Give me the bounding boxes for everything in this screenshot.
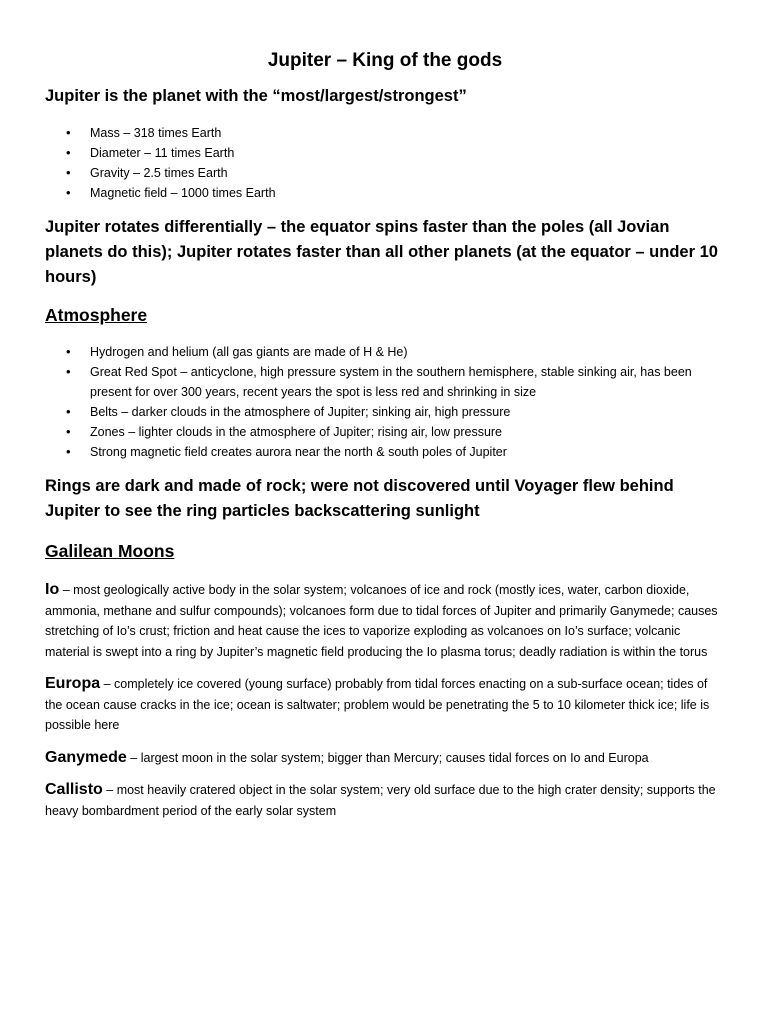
list-item (45, 123, 725, 143)
moon-callisto-paragraph (45, 780, 725, 821)
list-item-text: Mass – 318 times Earth (90, 126, 222, 140)
bullet-icon: • (66, 145, 71, 160)
moon-ganymede-paragraph (45, 748, 725, 769)
list-item (45, 342, 725, 362)
moon-description: – completely ice covered (young surface) probably from tidal forces enacting on a sub-surface ocean; tides of the ocean cause cracks in the ice; ocean is saltwater; problem would be penetrating the 5 to 10 kilometer thick ice; life is possible here (45, 677, 710, 732)
list-item (45, 163, 725, 183)
list-item-text: Hydrogen and helium (all gas giants are made of H & He) (90, 345, 408, 359)
intro-bullet-list (45, 123, 725, 203)
moon-description: – largest moon in the solar system; bigger than Mercury; causes tidal forces on Io and Europa (126, 750, 649, 765)
atmosphere-bullet-list (45, 342, 725, 462)
list-item (45, 422, 725, 442)
moon-description: – most heavily cratered object in the solar system; very old surface due to the high crater density; supports the heavy bombardment period of the early solar system (45, 783, 716, 818)
bullet-icon: • (66, 444, 71, 459)
bullet-icon: • (66, 165, 71, 180)
rotation-paragraph: Jupiter rotates differentially – the equator spins faster than the poles (all Jovian planets do this); Jupiter rotates faster than all other planets (at the equator – under 10 hours) (45, 218, 718, 286)
page-title: Jupiter – King of the gods (267, 50, 503, 71)
moon-name: Io (45, 581, 60, 598)
list-item-text: Gravity – 2.5 times Earth (90, 166, 228, 180)
moon-name: Europa (45, 675, 101, 692)
moon-description: – most geologically active body in the solar system; volcanoes of ice and rock (mostly ices, water, carbon dioxide, ammonia, methane and sulfur compounds); volcanoes form due to tidal forces of Jupiter and primarily Ganymede; causes stretching of Io’s crust; friction and heat cause the ices to vaporize exploding as volcanoes on Io’s surface; volcanic material is swept into a ring by Jupiter’s magnetic field producing the Io plasma torus; deadly radiation is within the torus (45, 583, 718, 659)
moon-name: Ganymede (45, 748, 127, 766)
list-item (45, 442, 725, 462)
bullet-icon: • (66, 185, 71, 200)
bullet-icon: • (66, 424, 71, 439)
list-item-text: Magnetic field – 1000 times Earth (90, 186, 276, 200)
list-item (45, 402, 725, 422)
list-item (45, 143, 725, 163)
document-page (45, 46, 725, 821)
list-item (45, 362, 725, 402)
moon-io-paragraph (45, 580, 725, 662)
rings-paragraph: Rings are dark and made of rock; were not discovered until Voyager flew behind Jupiter to see the ring particles backscattering sunlight (45, 477, 674, 520)
list-item (45, 183, 725, 203)
list-item-text: Great Red Spot – anticyclone, high pressure system in the southern hemisphere, stable sinking air, has been present for over 300 years, recent years the spot is less red and shrinking in size (90, 365, 692, 399)
list-item-text: Zones – lighter clouds in the atmosphere of Jupiter; rising air, low pressure (90, 425, 503, 439)
list-item-text: Diameter – 11 times Earth (90, 146, 235, 160)
list-item-text: Strong magnetic field creates aurora near the north & south poles of Jupiter (90, 445, 507, 459)
bullet-icon: • (66, 364, 71, 379)
moon-europa-paragraph (45, 674, 725, 736)
atmosphere-heading: Atmosphere (45, 305, 148, 325)
bullet-icon: • (66, 344, 71, 359)
list-item-text: Belts – darker clouds in the atmosphere of Jupiter; sinking air, high pressure (90, 405, 511, 419)
bullet-icon: • (66, 404, 71, 419)
galilean-moons-heading: Galilean Moons (45, 541, 175, 561)
intro-heading: Jupiter is the planet with the “most/largest/strongest” (45, 87, 467, 105)
moon-name: Callisto (45, 781, 103, 798)
bullet-icon: • (66, 125, 71, 140)
